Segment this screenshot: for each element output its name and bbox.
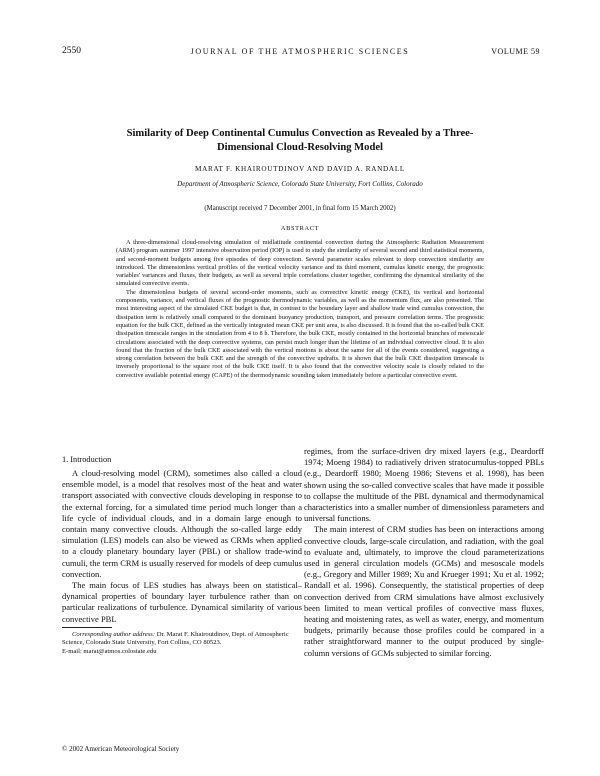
abstract-paragraph: The dimensionless budgets of several second-order moments, such as convective kinetic energy (CKE), its vertical and horizontal components, variance, and vertical fluxes of the prognostic thermodynamic variables, as well as the momentum flux, are also presented. The most interesting aspect of the simulated CKE budget is that, in contrast to the boundary layer and shallow trade wind cumulus convection, the dissipation term is relatively small compared to the dominant buoyancy production, transport, and pressure correlation terms. The prognostic equation for the bulk CKE, defined as the vertically integrated mean CKE per unit area, is also discussed. It is found that the so-called bulk CKE dissipation timescale ranges in the simulation from 4 to 8 h. Therefore, the bulk CKE, mostly contained in the horizontal branches of mesoscale circulations associated with the deep convective systems, can persist much longer than the lifetime of an individual convective cloud. It is also found that the fraction of the bulk CKE associated with the vertical motions is about the same for all of the events considered, suggesting a strong correlation between the bulk CKE and the strength of the convective updrafts. It is shown that the bulk CKE dissipation timescale is inversely proportional to the square root of the bulk CKE itself. It is also found that the convective velocity scale is closely related to the convective available potential energy (CAPE) of the thermodynamic sounding taken immediately before a particular convective event. (116, 288, 484, 379)
abstract-heading: ABSTRACT (280, 225, 320, 232)
authors: MARAT F. KHAIROUTDINOV AND DAVID A. RANDALL (194, 165, 405, 173)
page-number: 2550 (62, 46, 81, 56)
section-heading-introduction: 1. Introduction (62, 455, 112, 464)
article-title (80, 127, 520, 155)
abstract-body (116, 239, 484, 380)
manuscript-dates: (Manuscript received 7 December 2001, in final form 15 March 2002) (204, 205, 396, 212)
article-title-line-1: Similarity of Deep Continental Cumulus Convection as Revealed by a Three- (126, 128, 474, 139)
volume-label: VOLUME 59 (491, 47, 540, 56)
affiliation: Department of Atmospheric Science, Colorado State University, Fort Collins, Colorado (177, 180, 423, 188)
article-title-line-2: Dimensional Cloud-Resolving Model (217, 142, 383, 153)
right-column (304, 446, 544, 659)
journal-title: JOURNAL OF THE ATMOSPHERIC SCIENCES (190, 47, 410, 56)
footnote-label: Corresponding author address: (72, 631, 156, 638)
body-paragraph: The main interest of CRM studies has been on interactions among convective clouds, large-scale circulation, and radiation, with the goal to evaluate and, ultimately, to improve the cloud parameterizations used in general circulation models (GCMs) and mesoscale models (e.g., Gregory and Miller 1989; Xu and Krueger 1991; Xu et al. 1992; Randall et al. 1996). Consequently, the statistical properties of deep convection derived from CRM simulations have almost exclusively been limited to mean vertical profiles of convective mass fluxes, heating and moistening rates, as well as water, energy, and momentum budgets, primarily because those profiles could be compared in a rather straightforward manner to the output produced by single-column versions of GCMs subjected to similar forcing. (304, 524, 544, 658)
footnote (62, 631, 302, 656)
abstract-paragraph: A three-dimensional cloud-resolving simulation of midlatitude continental convection during the Atmospheric Radiation Measurement (ARM) program summer 1997 intensive observation period (IOP) is used to study the similarity of several second and third statistical moments, and second-moment budgets among five episodes of deep convection. Several parameter scales relevant to deep convection similarity are introduced. The dimensionless vertical profiles of the vertical velocity variance and its third moment, cumulus kinetic energy, the prognostic variables' variances and fluxes, their budgets, as well as several triple correlations cluster together, confirming the dynamical similarity of the simulated convective events. (116, 239, 484, 288)
body-paragraph: A cloud-resolving model (CRM), sometimes also called a cloud ensemble model, is a model that resolves most of the heat and water transport associated with convective clouds developing in response to the external forcing, for a simulated time period much longer than a life cycle of individual clouds, and in a domain large enough to contain many convective clouds. Although the so-called large eddy simulation (LES) models can also be viewed as CRMs when applied to a cloudy planetary boundary layer (PBL) or shallow trade-wind cumuli, the term CRM is usually reserved for models of deep cumulus convection. (62, 468, 302, 579)
copyright-notice: © 2002 American Meteorological Society (62, 745, 180, 753)
body-paragraph: The main focus of LES studies has always been on statistical–dynamical properties of boundary layer turbulence rather than on particular realizations of turbulence. Dynamical similarity of various convective PBL (62, 580, 302, 624)
footnote-text: Dr. Marat F. Khairoutdinov, Dept. of Atmospheric Science, Colorado State University, Fort Collins, CO 80523. (62, 631, 289, 647)
left-column (62, 468, 302, 625)
footnote-divider (62, 627, 112, 628)
footnote-email: E-mail: marat@atmos.colostate.edu (62, 647, 157, 655)
body-paragraph: regimes, from the surface-driven dry mixed layers (e.g., Deardorff 1974; Moeng 1984) to radiatively driven stratocumulus-topped PBLs (e.g., Deardorff 1980; Moeng 1986; Stevens et al. 1998), has been shown using the so-called convective scales that have made it possible to collapse the multitude of the PBL dynamical and thermodynamical characteristics into a smaller number of dimensionless parameters and universal functions. (304, 446, 544, 524)
